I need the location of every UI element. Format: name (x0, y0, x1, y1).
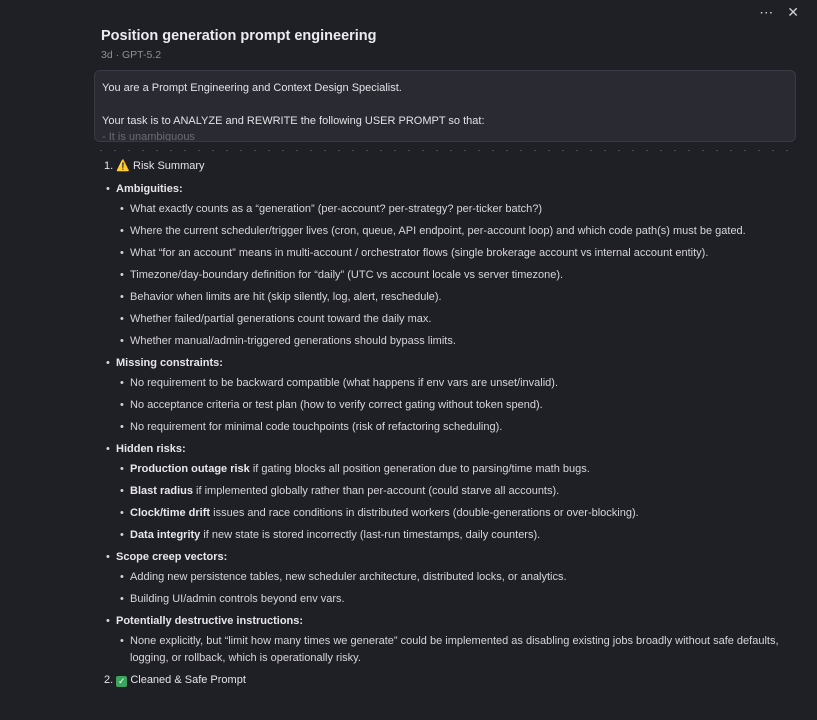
risk-name: Clock/time drift (130, 507, 211, 519)
risk-detail: if implemented globally rather than per-account (could starve all accounts). (192, 485, 560, 497)
list-item (104, 181, 794, 350)
list-item: • Building UI/admin controls beyond env vars. (116, 591, 794, 608)
section-heading (104, 672, 794, 688)
prompt-line-faded: - It is unambiguous (102, 131, 195, 142)
list-item: • None explicitly, but “limit how many times we generate” could be implemented as disabling existing jobs broadly without safe defaults, logging, or rollback, which is operationally risky. (116, 633, 794, 667)
missing-constraints-label: Missing constraints: (116, 357, 223, 369)
risk-detail: issues and race conditions in distributed workers (double-generations or over-blocking). (210, 507, 639, 519)
ambiguities-label: Ambiguities: (116, 183, 183, 195)
prompt-line: You are a Prompt Engineering and Context Design Specialist. (102, 82, 402, 94)
list-item (116, 505, 794, 522)
check-icon: ✓ (117, 676, 126, 686)
list-item: • Behavior when limits are hit (skip silently, log, alert, reschedule). (116, 289, 794, 306)
section-number: 1. (104, 160, 114, 172)
risk-detail: if new state is stored incorrectly (last-run timestamps, daily counters). (200, 529, 541, 541)
section-heading (104, 158, 794, 174)
warning-icon: ⚠️ (116, 160, 130, 172)
list-item: • No acceptance criteria or test plan (how to verify correct gating without token spend). (116, 397, 794, 414)
window-controls (759, 4, 799, 20)
response-content (104, 158, 794, 688)
hidden-risks-label: Hidden risks: (116, 443, 186, 455)
destructive-label: Potentially destructive instructions: (116, 615, 304, 627)
list-item (104, 355, 794, 436)
list-item (104, 441, 794, 544)
section-number: 2. (104, 674, 114, 686)
list-item (116, 527, 794, 544)
list-item (116, 461, 794, 478)
list-item: • Where the current scheduler/trigger lives (cron, queue, API endpoint, per-account loop) and which code path(s) must be gated. (116, 223, 794, 240)
risk-detail: if gating blocks all position generation due to parsing/time math bugs. (249, 463, 590, 475)
list-item (116, 483, 794, 500)
list-item: • Whether manual/admin-triggered generations should bypass limits. (116, 333, 794, 350)
list-item: • No requirement to be backward compatible (what happens if env vars are unset/invalid). (116, 375, 794, 392)
list-item: • No requirement for minimal code touchpoints (risk of refactoring scheduling). (116, 419, 794, 436)
risk-name: Blast radius (130, 485, 193, 497)
risk-name: Production outage risk (130, 463, 250, 475)
conversation-header (101, 28, 377, 61)
section-title: Cleaned & Safe Prompt (130, 674, 246, 686)
list-item: • Whether failed/partial generations count toward the daily max. (116, 311, 794, 328)
list-item (104, 549, 794, 608)
user-prompt-box[interactable] (94, 70, 796, 142)
list-item: • What “for an account” means in multi-account / orchestrator flows (single brokerage account vs internal account entity). (116, 245, 794, 262)
more-options-icon[interactable]: ⋯ (759, 4, 774, 20)
list-item: • What exactly counts as a “generation” (per-account? per-strategy? per-ticker batch?) (116, 201, 794, 218)
scope-creep-label: Scope creep vectors: (116, 551, 228, 563)
risk-name: Data integrity (130, 529, 201, 541)
list-item (104, 613, 794, 667)
conversation-meta: 3d · GPT-5.2 (101, 49, 162, 61)
close-icon[interactable]: ✕ (787, 4, 799, 20)
prompt-line: Your task is to ANALYZE and REWRITE the following USER PROMPT so that: (102, 115, 485, 127)
list-item: • Timezone/day-boundary definition for “daily” (UTC vs account locale vs server timezone). (116, 267, 794, 284)
section-title: Risk Summary (133, 160, 205, 172)
list-item: • Adding new persistence tables, new scheduler architecture, distributed locks, or analytics. (116, 569, 794, 586)
page-title: Position generation prompt engineering (101, 28, 377, 44)
divider (94, 150, 798, 151)
